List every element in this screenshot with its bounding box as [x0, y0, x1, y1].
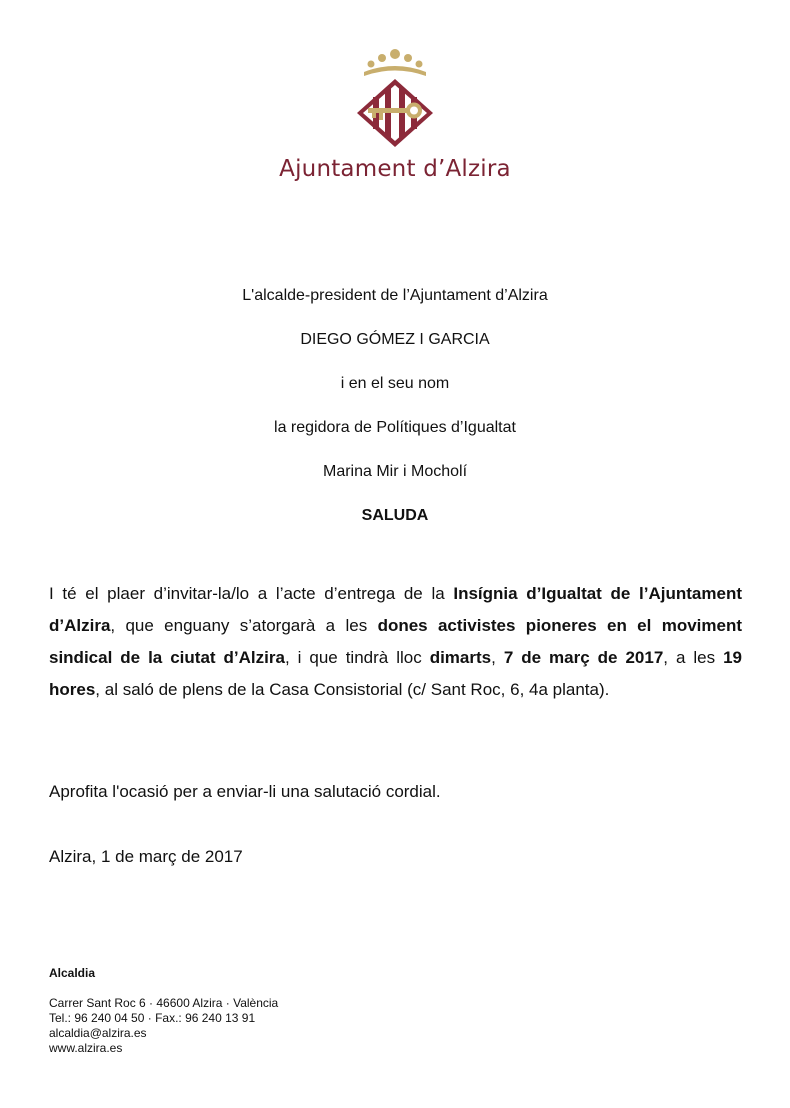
footer-web: www.alzira.es [49, 1041, 123, 1055]
heading-line-1: L'alcalde-president de l’Ajuntament d’Alzira [242, 287, 548, 304]
closing-line: Aprofita l'ocasió per a enviar-li una salutació cordial. [49, 782, 441, 801]
text-run: , a les [663, 648, 724, 667]
letterhead-logo [0, 42, 790, 182]
text-run: , que enguany s’atorgarà a les [110, 616, 378, 635]
footer-address: Carrer Sant Roc 6 · 46600 Alzira · València [49, 996, 279, 1010]
saluda-title: SALUDA [361, 507, 429, 524]
award-name: Insígnia d’Igualtat de l’Ajuntament d’Alzira [49, 584, 742, 635]
heading-line-3: i en el seu nom [340, 375, 450, 392]
footer-contact [49, 966, 449, 1056]
letter-date: Alzira, 1 de març de 2017 [49, 847, 243, 866]
event-weekday: dimarts [429, 648, 492, 667]
text-run: , [491, 648, 504, 667]
department-name: Alcaldia [49, 966, 96, 980]
heading-line-2: DIEGO GÓMEZ I GARCIA [300, 331, 490, 348]
footer-email: alcaldia@alzira.es [49, 1026, 147, 1040]
honorees: dones activistes pioneres en el moviment sindical de la ciutat d’Alzira [49, 616, 742, 667]
heading-line-5: Marina Mir i Mocholí [322, 463, 468, 480]
footer-phones: Tel.: 96 240 04 50 · Fax.: 96 240 13 91 [49, 1011, 256, 1025]
coat-of-arms-icon [350, 42, 440, 148]
heading-line-4: la regidora de Polítiques d’Igualtat [274, 419, 516, 436]
event-date: 7 de març de 2017 [503, 648, 664, 667]
text-run: I té el plaer d’invitar-la/lo a l’acte d’entrega de la [49, 584, 454, 603]
text-run: , i que tindrà lloc [284, 648, 430, 667]
text-run: , al saló de plens de la Casa Consistorial (c/ Sant Roc, 6, 4a planta). [95, 680, 610, 699]
organization-name: Ajuntament d’Alzira [279, 156, 511, 182]
salutation-heading [0, 286, 790, 550]
invitation-paragraph [49, 578, 742, 706]
event-time: 19 hores [49, 648, 743, 699]
